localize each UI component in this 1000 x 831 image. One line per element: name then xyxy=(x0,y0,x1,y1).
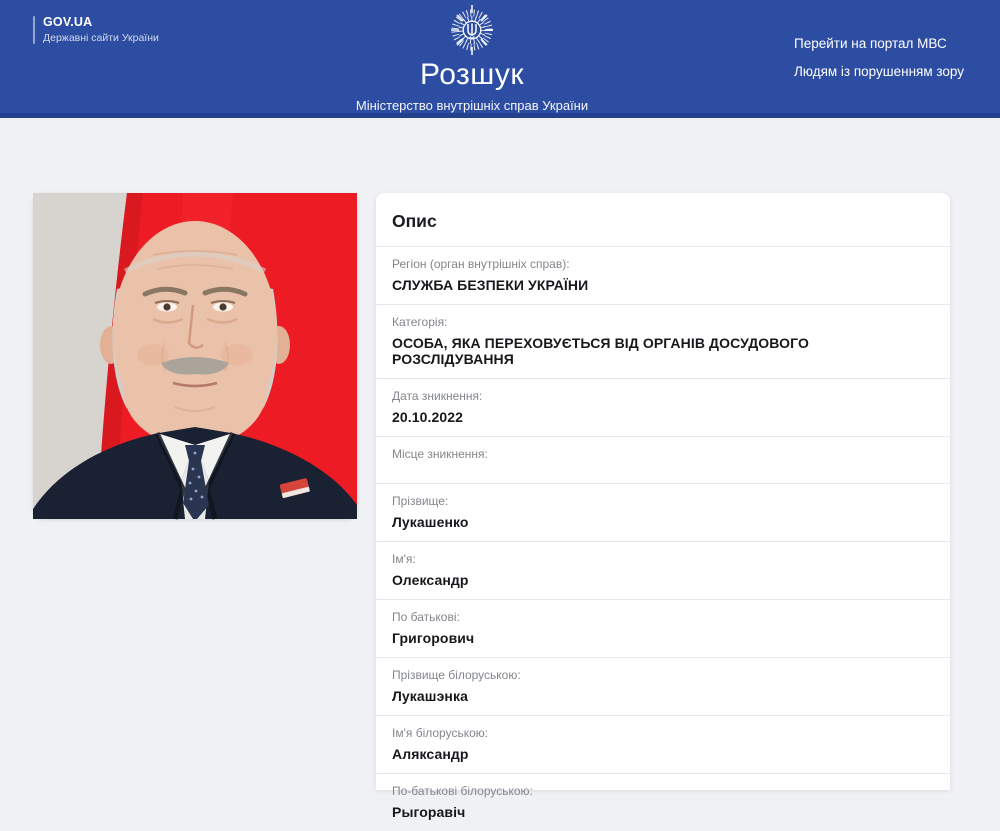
header-links xyxy=(794,36,964,79)
field-row-patronymic xyxy=(376,599,950,657)
govua-divider-bar xyxy=(33,16,35,44)
field-value: СЛУЖБА БЕЗПЕКИ УКРАЇНИ xyxy=(392,277,589,293)
field-row-disappearance-date xyxy=(376,378,950,436)
portrait-illustration xyxy=(33,193,357,519)
content-area xyxy=(0,118,1000,820)
field-value: Лукашенко xyxy=(392,514,469,530)
govua-title: GOV.UA xyxy=(43,15,93,29)
field-value: ОСОБА, ЯКА ПЕРЕХОВУЄТЬСЯ ВІД ОРГАНІВ ДОСУДОВОГО РОЗСЛІДУВАННЯ xyxy=(392,335,809,367)
site-logo[interactable] xyxy=(322,4,622,113)
card-title-row xyxy=(376,193,950,246)
link-visually-impaired[interactable]: Людям із порушенням зору xyxy=(794,64,965,79)
field-value: Григорович xyxy=(392,630,475,646)
govua-subtitle: Державні сайти України xyxy=(43,32,159,44)
field-label: По батькові: xyxy=(392,610,460,624)
field-row-category xyxy=(376,304,950,378)
wanted-person-photo xyxy=(33,193,357,519)
field-label: Категорія: xyxy=(392,315,448,329)
field-row-disappearance-place xyxy=(376,436,950,483)
field-row-patronymic-belarusian xyxy=(376,773,950,831)
description-card xyxy=(376,193,950,820)
field-row-surname xyxy=(376,483,950,541)
field-row-firstname xyxy=(376,541,950,599)
govua-logo[interactable] xyxy=(33,16,159,44)
site-header xyxy=(0,0,1000,118)
field-label: Прізвище білоруською: xyxy=(392,668,521,682)
card-title: Опис xyxy=(392,211,437,231)
field-label: По-батькові білоруською: xyxy=(392,784,533,798)
field-label: Прізвище: xyxy=(392,494,449,508)
field-label: Дата зникнення: xyxy=(392,389,483,403)
link-mvs-portal[interactable]: Перейти на портал МВС xyxy=(794,36,947,51)
mvs-emblem-icon xyxy=(448,4,496,56)
site-title: Розшук xyxy=(420,58,524,91)
field-label: Регіон (орган внутрішніх справ): xyxy=(392,257,570,271)
field-value: Аляксандр xyxy=(392,746,469,762)
field-value: 20.10.2022 xyxy=(392,409,464,425)
field-value: Олександр xyxy=(392,572,469,588)
field-row-surname-belarusian xyxy=(376,657,950,715)
field-label: Ім'я білоруською: xyxy=(392,726,489,740)
field-value: Лукашэнка xyxy=(392,688,468,704)
field-row-firstname-belarusian xyxy=(376,715,950,773)
field-label: Ім'я: xyxy=(392,552,416,566)
site-subtitle: Міністерство внутрішніх справ України xyxy=(355,98,589,113)
field-label: Місце зникнення: xyxy=(392,447,488,461)
field-value: Рыгоравіч xyxy=(392,804,466,820)
field-row-region xyxy=(376,246,950,304)
